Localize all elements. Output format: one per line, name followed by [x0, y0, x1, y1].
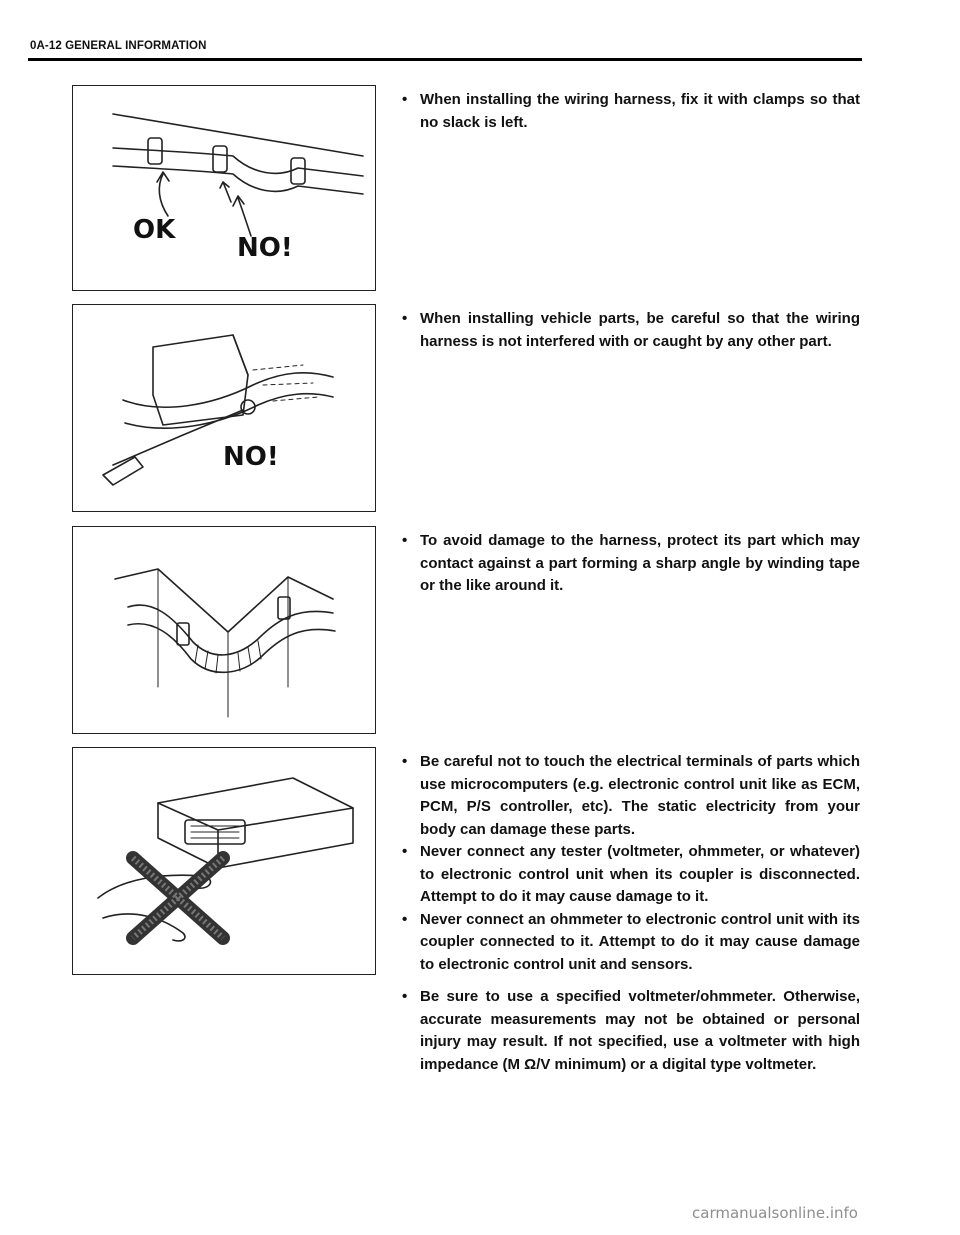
bullet-item: • Never connect any tester (voltmeter, ohmmeter, or whatever) to electronic control unit when its coupler is disconnected. Attempt to do it may cause damage to it.	[402, 841, 860, 909]
bullet-item: • When installing the wiring harness, fix it with clamps so that no slack is left.	[402, 89, 860, 134]
bullet-item: • To avoid damage to the harness, protect its part which may contact against a part forming a sharp angle by winding tape or the like around it.	[402, 530, 860, 598]
no-label-2: NO!	[223, 442, 279, 472]
harness-taped-illustration	[73, 527, 375, 733]
section-ecu-instructions	[402, 751, 860, 976]
section-tape-instruction	[402, 530, 860, 598]
header-rule	[28, 58, 862, 61]
watermark: carmanualsonline.info	[692, 1204, 858, 1222]
section-vehicle-parts-instruction	[402, 308, 860, 353]
section-meter-instruction	[402, 986, 860, 1076]
figure-ecu-no-touch	[72, 747, 376, 975]
harness-clamps-illustration	[73, 86, 375, 290]
bullet-item: • Never connect an ohmmeter to electronic control unit with its coupler connected to it. Attempt to do it may cause damage to electronic control unit and sensors.	[402, 909, 860, 977]
bullet-item: • When installing vehicle parts, be careful so that the wiring harness is not interfered with or caught by any other part.	[402, 308, 860, 353]
bullet-item: • Be sure to use a specified voltmeter/ohmmeter. Otherwise, accurate measurements may not be obtained or personal injury may result. If not specified, use a voltmeter with high impedance (M Ω/V minimum) or a digital type voltmeter.	[402, 986, 860, 1076]
figure-harness-clamps	[72, 85, 376, 291]
ecu-no-touch-illustration	[73, 748, 375, 974]
ok-label: OK	[133, 215, 176, 245]
harness-caught-illustration	[73, 305, 375, 511]
page-header: 0A-12 GENERAL INFORMATION	[30, 40, 207, 52]
section-clamp-instruction	[402, 89, 860, 134]
figure-harness-caught	[72, 304, 376, 512]
no-label: NO!	[237, 233, 293, 263]
bullet-item: • Be careful not to touch the electrical terminals of parts which use microcomputers (e.g. electronic control unit like as ECM, PCM, P/S controller, etc). The static electricity from your body can damage these parts.	[402, 751, 860, 841]
figure-harness-taped	[72, 526, 376, 734]
